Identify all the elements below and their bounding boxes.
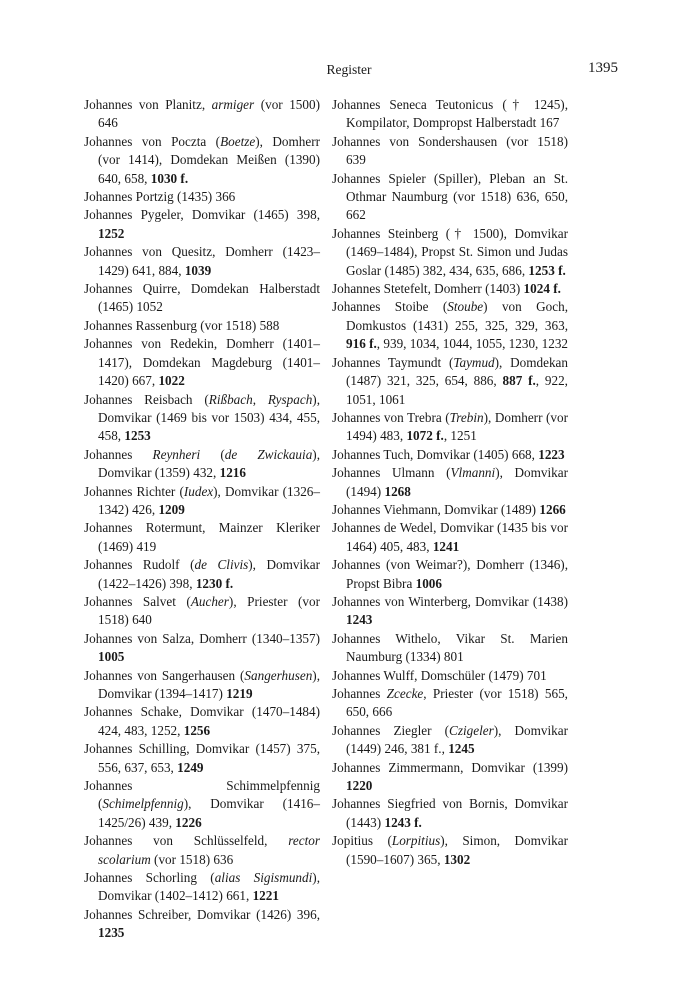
index-entry-text: Boetze <box>220 133 256 149</box>
index-entry <box>332 96 568 133</box>
index-entry-text: armiger <box>211 97 255 112</box>
index-entry <box>332 298 568 353</box>
index-entry-text: ), Domvikar (1469 bis vor 1503) 434, 455, 458, <box>98 391 320 444</box>
index-entry-text: alias Sigismundi <box>214 870 313 886</box>
index-entry-text: 1209 <box>158 501 185 517</box>
index-entry <box>84 206 320 243</box>
index-entry-text: 1039 <box>184 262 212 278</box>
index-entry <box>332 759 568 796</box>
index-entry-text: Lorpitius <box>391 833 441 849</box>
index-entry-text: Johannes Tuch, Domvikar (1405) 668, <box>332 446 539 462</box>
index-entry-text: 1220 <box>346 778 373 794</box>
index-entry-text: 1245 <box>448 741 475 757</box>
index-entry-text: , 922, 1051, 1061 <box>346 373 568 407</box>
index-entry <box>332 795 568 832</box>
index-entry <box>84 446 320 483</box>
index-entry-text: Johannes de Wedel, Domvikar (1435 bis vor 1464) 405, 483, <box>332 520 568 554</box>
index-entry-text: Johannes (von Weimar?), Domherr (1346), Propst Bibra <box>332 557 568 591</box>
index-entry-text: 1253 f. <box>528 262 566 278</box>
index-entry-text: 1223 <box>538 446 565 462</box>
index-entry-text: Johannes Stetefelt, Domherr (1403) <box>332 281 524 297</box>
index-entry-text: 1072 f. <box>406 428 444 444</box>
index-entry <box>84 335 320 390</box>
index-entry-text: Johannes von Poczta ( <box>84 133 221 149</box>
index-column-left <box>84 96 320 943</box>
index-entry-text: ), Domvikar (1422–1426) 398, <box>98 557 320 591</box>
index-entry-text: ), Domdekan (1487) 321, 325, 654, 886, <box>346 354 568 389</box>
index-entry-text: 1022 <box>158 373 185 389</box>
index-entry-text: rector scolarium <box>98 833 320 867</box>
index-entry <box>332 464 568 501</box>
index-entry <box>84 280 320 317</box>
index-entry-text: 1249 <box>177 759 204 775</box>
index-entry-text: 1268 <box>384 483 411 499</box>
index-entry-text: Johannes von Sangerhausen ( <box>84 667 245 683</box>
index-entry-text: Johannes Steinberg († 1500), Domvikar (1469–1484), Propst St. Simon und Judas Goslar (1485) 382, 434, 635, 686, <box>332 225 568 278</box>
index-entry-text: Rißbach <box>208 391 253 407</box>
index-entry-text: 1226 <box>175 814 202 830</box>
running-header <box>80 60 618 80</box>
index-entry-text: Czigeler <box>449 722 494 738</box>
index-entry-text: 887 f. <box>502 373 536 389</box>
index-entry <box>84 556 320 593</box>
index-entry-text: Johannes <box>332 686 387 701</box>
index-entry-text: Johannes Schilling, Domvikar (1457) 375, 556, 637, 653, <box>84 741 320 775</box>
index-entry-text: 1256 <box>183 722 211 738</box>
index-entry-text: (vor 1518) 636 <box>150 851 234 867</box>
index-entry-text: Iudex <box>183 483 214 499</box>
index-entry <box>84 96 320 133</box>
index-entry-text: ), Domherr (vor 1414), Domdekan Meißen (1390) 640, 658, <box>98 133 320 186</box>
index-entry <box>84 483 320 520</box>
index-entry <box>84 317 320 335</box>
index-entry-text: 1302 <box>443 851 471 867</box>
index-entry-text: 1219 <box>226 686 253 701</box>
index-entry <box>84 869 320 906</box>
index-entry <box>332 354 568 409</box>
index-entry <box>332 133 568 170</box>
index-entry-text: 1024 f. <box>523 281 561 297</box>
index-entry-text: Johannes von Salza, Domherr (1340–1357) <box>84 630 320 646</box>
index-entry-text: ), Domvikar (1494) <box>346 465 568 499</box>
index-entry <box>332 446 568 464</box>
index-entry <box>332 667 568 685</box>
index-entry <box>84 133 320 188</box>
index-entry-text: , Priester (vor 1518) 565, 650, 666 <box>346 686 568 720</box>
index-entry-text: Johannes Siegfried von Bornis, Domvikar (1443) <box>332 796 568 830</box>
index-entry <box>84 906 320 943</box>
index-entry-text: ( <box>200 446 225 462</box>
index-entry-text: Johannes Schake, Domvikar (1470–1484) 424, 483, 1252, <box>84 704 320 738</box>
index-entry-text: Johannes Seneca Teutonicus († 1245), Kompilator, Dompropst Halberstadt 167 <box>332 97 568 131</box>
index-entry-text: 1030 f. <box>150 170 189 186</box>
index-entry-text: Johannes Ulmann ( <box>332 465 451 481</box>
index-entry <box>332 593 568 630</box>
index-entry <box>332 556 568 593</box>
index-entry <box>332 170 568 225</box>
index-entry <box>332 225 568 280</box>
index-entry-text: ), Domvikar (1449) 246, 381 f., <box>346 722 568 757</box>
index-entry-text: Johannes Portzig (1435) 366 <box>84 189 236 205</box>
index-entry-text: ) von Goch, Domkustos (1431) 255, 325, 329, 363, <box>346 299 568 333</box>
index-entry-text: 916 f. <box>346 336 377 352</box>
index-entry-text: Johannes Zimmermann, Domvikar (1399) <box>332 759 568 775</box>
index-entry-text: Johannes Rudolf ( <box>84 557 195 573</box>
index-entry-text: 1266 <box>539 501 566 517</box>
index-entry-text: Johannes Reisbach ( <box>84 391 209 407</box>
running-title: Register <box>326 62 372 77</box>
index-entry-text: Johannes Viehmann, Domvikar (1489) <box>332 501 540 517</box>
index-entry <box>84 391 320 446</box>
index-entry-text: 1241 <box>432 538 460 554</box>
index-entry <box>332 685 568 722</box>
index-entry-text: 1005 <box>98 649 125 665</box>
index-entry-text: de Zwickauia <box>224 446 313 462</box>
index-entry-text: Johannes Schorling ( <box>84 870 215 886</box>
index-entry-text: Johannes Pygeler, Domvikar (1465) 398, <box>84 207 320 223</box>
index-entry-text: ), Priester (vor 1518) 640 <box>98 593 320 628</box>
index-entry-text: Johannes von Winterberg, Domvikar (1438) <box>332 593 568 609</box>
index-entry <box>84 188 320 206</box>
index-entry-text: Johannes Taymundt ( <box>332 354 454 370</box>
index-entry-text: Johannes Withelo, Vikar St. Marien Naumburg (1334) 801 <box>332 630 568 665</box>
index-entry <box>84 832 320 869</box>
index-entry-text: Stoube <box>447 299 484 315</box>
index-entry-text: Johannes von Planitz, <box>84 97 212 112</box>
index-entry-text: Schimelpfennig <box>102 796 184 812</box>
index-entry-text: Johannes Quirre, Domdekan Halberstadt (1465) 1052 <box>84 281 320 315</box>
index-entry-text: de Clivis <box>194 557 249 573</box>
index-entry <box>84 519 320 556</box>
index-entry <box>332 501 568 519</box>
index-entry-text: , 939, 1034, 1044, 1055, 1230, 1232 <box>376 336 568 352</box>
index-entry <box>332 630 568 667</box>
index-entry-text: ), Simon, Domvikar (1590–1607) 365, <box>346 833 568 867</box>
index-entry-text: 1253 <box>124 428 151 444</box>
index-entry <box>84 777 320 832</box>
index-entry <box>332 409 568 446</box>
index-entry-text: ), Domherr (vor 1494) 483, <box>346 409 568 444</box>
index-entry-text: Johannes Schreiber, Domvikar (1426) 396, <box>84 906 320 922</box>
index-entry-text: 1243 <box>346 612 373 628</box>
index-entry-text: Trebin <box>449 409 484 425</box>
index-entry-text: Johannes Ziegler ( <box>332 722 450 738</box>
index-entry-text: Johannes Stoibe ( <box>332 299 448 315</box>
index-entry-text: 1243 f. <box>384 814 422 830</box>
index-entry-text: Reynheri <box>152 446 201 462</box>
index-entry-text: Johannes von Schlüsselfeld, <box>84 833 289 849</box>
page-number: 1395 <box>588 60 618 76</box>
index-entry-text: 1006 <box>415 575 442 591</box>
index-entry <box>84 630 320 667</box>
index-entry-text: Johannes von Quesitz, Domherr (1423–1429) 641, 884, <box>84 244 320 278</box>
index-entry-text: (vor 1500) 646 <box>98 97 320 131</box>
index-entry-text: 1221 <box>252 888 279 904</box>
index-column-right <box>332 96 568 869</box>
index-entry-text: 1230 f. <box>195 575 234 591</box>
index-entry-text: Sangerhusen <box>244 667 313 683</box>
index-entry-text: Johannes <box>84 446 153 462</box>
index-entry-text: , <box>252 391 268 407</box>
index-entry-text: Johannes von Redekin, Domherr (1401–1417), Domdekan Magdeburg (1401–1420) 667, <box>84 336 320 389</box>
index-entry-text: Zcecke <box>386 686 424 701</box>
index-entry-text: Johannes Spieler (Spiller), Pleban an St. Othmar Naumburg (vor 1518) 636, 650, 662 <box>332 170 568 223</box>
index-entry-text: Johannes Rotermunt, Mainzer Kleriker (1469) 419 <box>84 520 320 554</box>
index-entry-text: Taymud <box>453 354 495 370</box>
index-entry-text: ), Domvikar (1359) 432, <box>98 446 320 481</box>
index-entry <box>332 722 568 759</box>
index-entry-text: Jopitius ( <box>332 833 392 849</box>
index-entry-text: ), Domvikar (1402–1412) 661, <box>98 870 320 904</box>
index-entry <box>332 280 568 298</box>
index-entry <box>84 243 320 280</box>
index-entry-text: Johannes Salvet ( <box>84 593 191 609</box>
index-entry <box>84 740 320 777</box>
index-entry-text: 1235 <box>98 925 125 941</box>
index-entry-text: Johannes Richter ( <box>84 483 184 499</box>
index-entry-text: Vlmanni <box>450 465 496 481</box>
index-entry-text: Johannes von Sondershausen (vor 1518) 639 <box>332 133 568 168</box>
index-entry-text: Aucher <box>190 593 229 609</box>
index-entry-text: ), Domvikar (1394–1417) <box>98 667 320 701</box>
index-entry-text: Johannes von Trebra ( <box>332 409 450 425</box>
index-entry <box>84 593 320 630</box>
index-entry <box>332 519 568 556</box>
index-entry-text: 1252 <box>98 225 125 241</box>
index-entry-text: Johannes Rassenburg (vor 1518) 588 <box>84 317 280 333</box>
index-entry-text: Johannes Wulff, Domschüler (1479) 701 <box>332 667 547 683</box>
index-entry-text: Ryspach <box>267 391 313 407</box>
index-entry <box>84 703 320 740</box>
index-entry-text: 1216 <box>219 465 246 481</box>
index-entry-text: , 1251 <box>443 428 477 444</box>
index-entry-text: ), Domvikar (1326–1342) 426, <box>98 483 320 517</box>
index-entry-text: ), Domvikar (1416–1425/26) 439, <box>98 796 320 830</box>
index-entry-text: Johannes Schimmelpfennig ( <box>84 778 320 812</box>
index-entry <box>332 832 568 869</box>
index-entry <box>84 667 320 704</box>
